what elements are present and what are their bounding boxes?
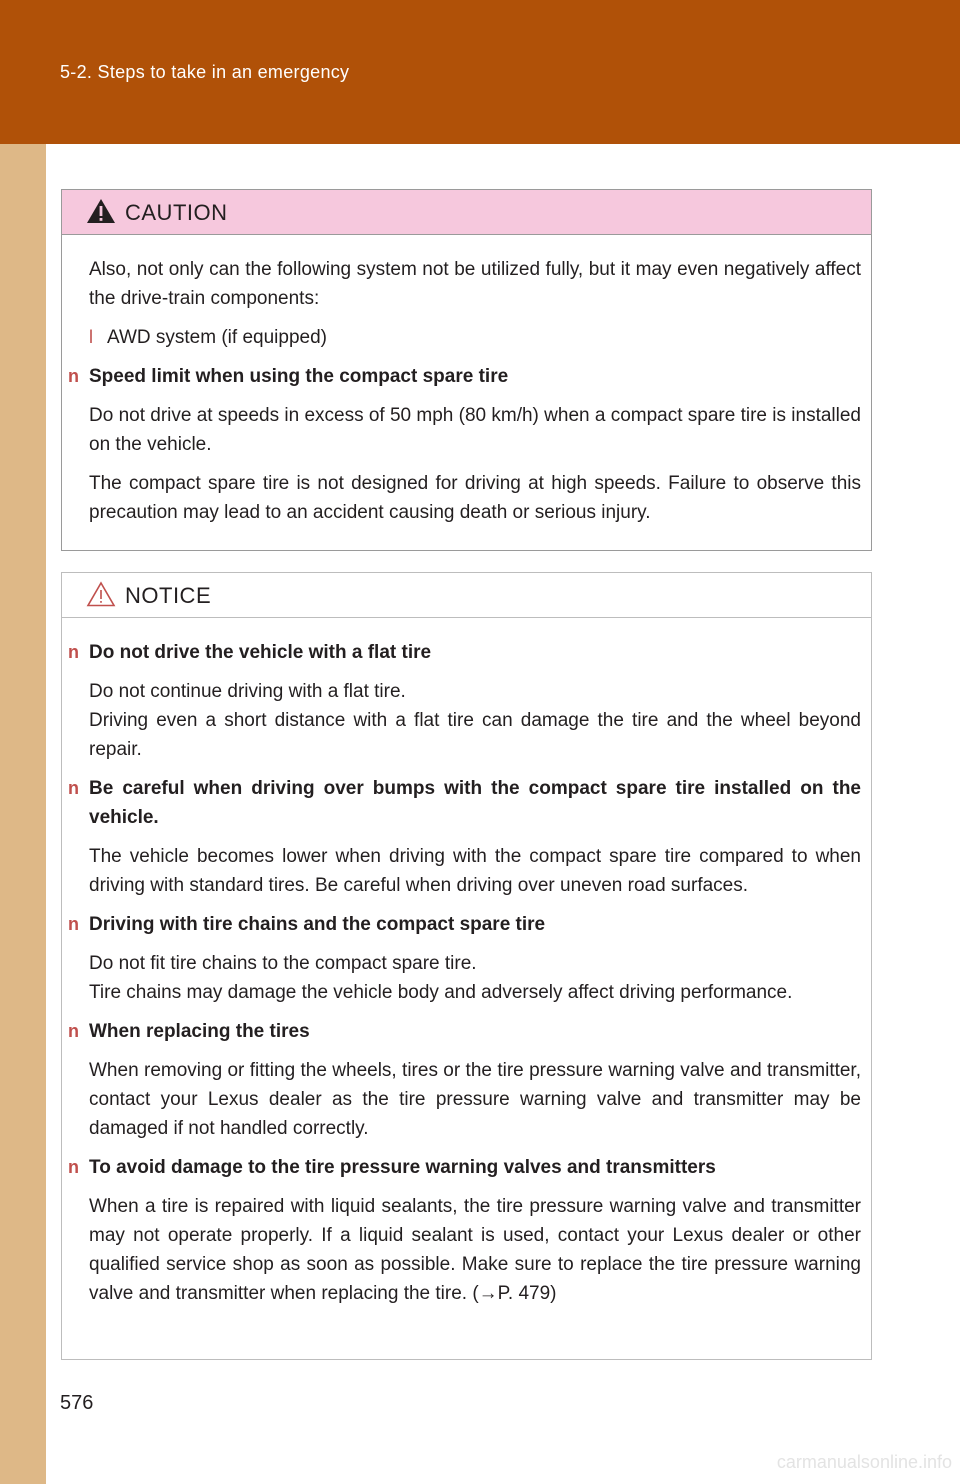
- notice-label: NOTICE: [125, 583, 212, 608]
- bullet-marker: l: [89, 327, 93, 347]
- notice-section-heading: [68, 910, 861, 939]
- notice-section-heading: [68, 638, 861, 667]
- caution-paragraph: Do not drive at speeds in excess of 50 mph (80 km/h) when a compact spare tire is installed on the vehicle.: [89, 405, 861, 455]
- notice-paragraph: The vehicle becomes lower when driving with the compact spare tire compared to when driving with standard tires. Be careful when driving over uneven road surfaces.: [89, 846, 861, 896]
- notice-line: Driving even a short distance with a flat tire can damage the tire and the wheel beyond repair.: [89, 710, 861, 760]
- notice-paragraph: [89, 949, 861, 1007]
- caution-section-heading: [68, 362, 861, 391]
- caution-section-heading-text: Speed limit when using the compact spare tire: [89, 366, 509, 387]
- page-margin-strip: [0, 0, 46, 1484]
- section-marker: n: [68, 914, 79, 934]
- section-marker: n: [68, 778, 79, 798]
- notice-section-heading-text: Be careful when driving over bumps with the compact spare tire installed on the vehicle.: [89, 778, 861, 828]
- caution-intro: Also, not only can the following system not be utilized fully, but it may even negatively affect the drive-train components:: [89, 259, 861, 309]
- notice-section-heading: [68, 774, 861, 832]
- page-number: 576: [60, 1392, 94, 1414]
- section-marker: n: [68, 1157, 79, 1177]
- notice-line: Tire chains may damage the vehicle body and adversely affect driving performance.: [89, 982, 793, 1003]
- warning-triangle-filled-icon: [86, 198, 116, 224]
- caution-label: CAUTION: [125, 200, 228, 225]
- notice-section-heading-text: Driving with tire chains and the compact spare tire: [89, 914, 546, 935]
- watermark: carmanualsonline.info: [776, 1452, 952, 1472]
- caution-body: [62, 235, 871, 527]
- notice-section-heading-text: Do not drive the vehicle with a flat tire: [89, 642, 432, 663]
- notice-section-heading: [68, 1153, 861, 1182]
- notice-line: Do not fit tire chains to the compact spare tire.: [89, 953, 477, 974]
- section-header-band: [0, 0, 960, 144]
- notice-box: [61, 572, 872, 1360]
- list-item: [89, 323, 861, 352]
- caution-box: [61, 189, 872, 551]
- warning-triangle-outline-icon: [86, 581, 116, 607]
- section-title: 5-2. Steps to take in an emergency: [60, 62, 350, 82]
- section-marker: n: [68, 642, 79, 662]
- section-marker: n: [68, 1021, 79, 1041]
- list-item-text: AWD system (if equipped): [107, 327, 327, 348]
- notice-section-heading-text: To avoid damage to the tire pressure warning valves and transmitters: [89, 1157, 716, 1178]
- caution-paragraph: The compact spare tire is not designed for driving at high speeds. Failure to observe this precaution may lead to an accident causing death or serious injury.: [89, 473, 861, 523]
- notice-paragraph: When removing or fitting the wheels, tires or the tire pressure warning valve and transmitter, contact your Lexus dealer as the tire pressure warning valve and transmitter may be damaged if not handled correctly.: [89, 1060, 861, 1139]
- section-marker: n: [68, 366, 79, 386]
- caution-header: [62, 190, 871, 235]
- notice-section-heading: [68, 1017, 861, 1046]
- notice-header: [62, 573, 871, 618]
- notice-body: [62, 618, 871, 1308]
- notice-paragraph: When a tire is repaired with liquid sealants, the tire pressure warning valve and transmitter may not operate properly. If a liquid sealant is used, contact your Lexus dealer or other qualified service shop as soon as possible. Make sure to replace the tire pressure warning valve and transmitter when replacing the tire. (→P. 479): [89, 1196, 861, 1304]
- notice-line: Do not continue driving with a flat tire.: [89, 681, 406, 702]
- notice-paragraph: [89, 677, 861, 764]
- notice-section-heading-text: When replacing the tires: [89, 1021, 310, 1042]
